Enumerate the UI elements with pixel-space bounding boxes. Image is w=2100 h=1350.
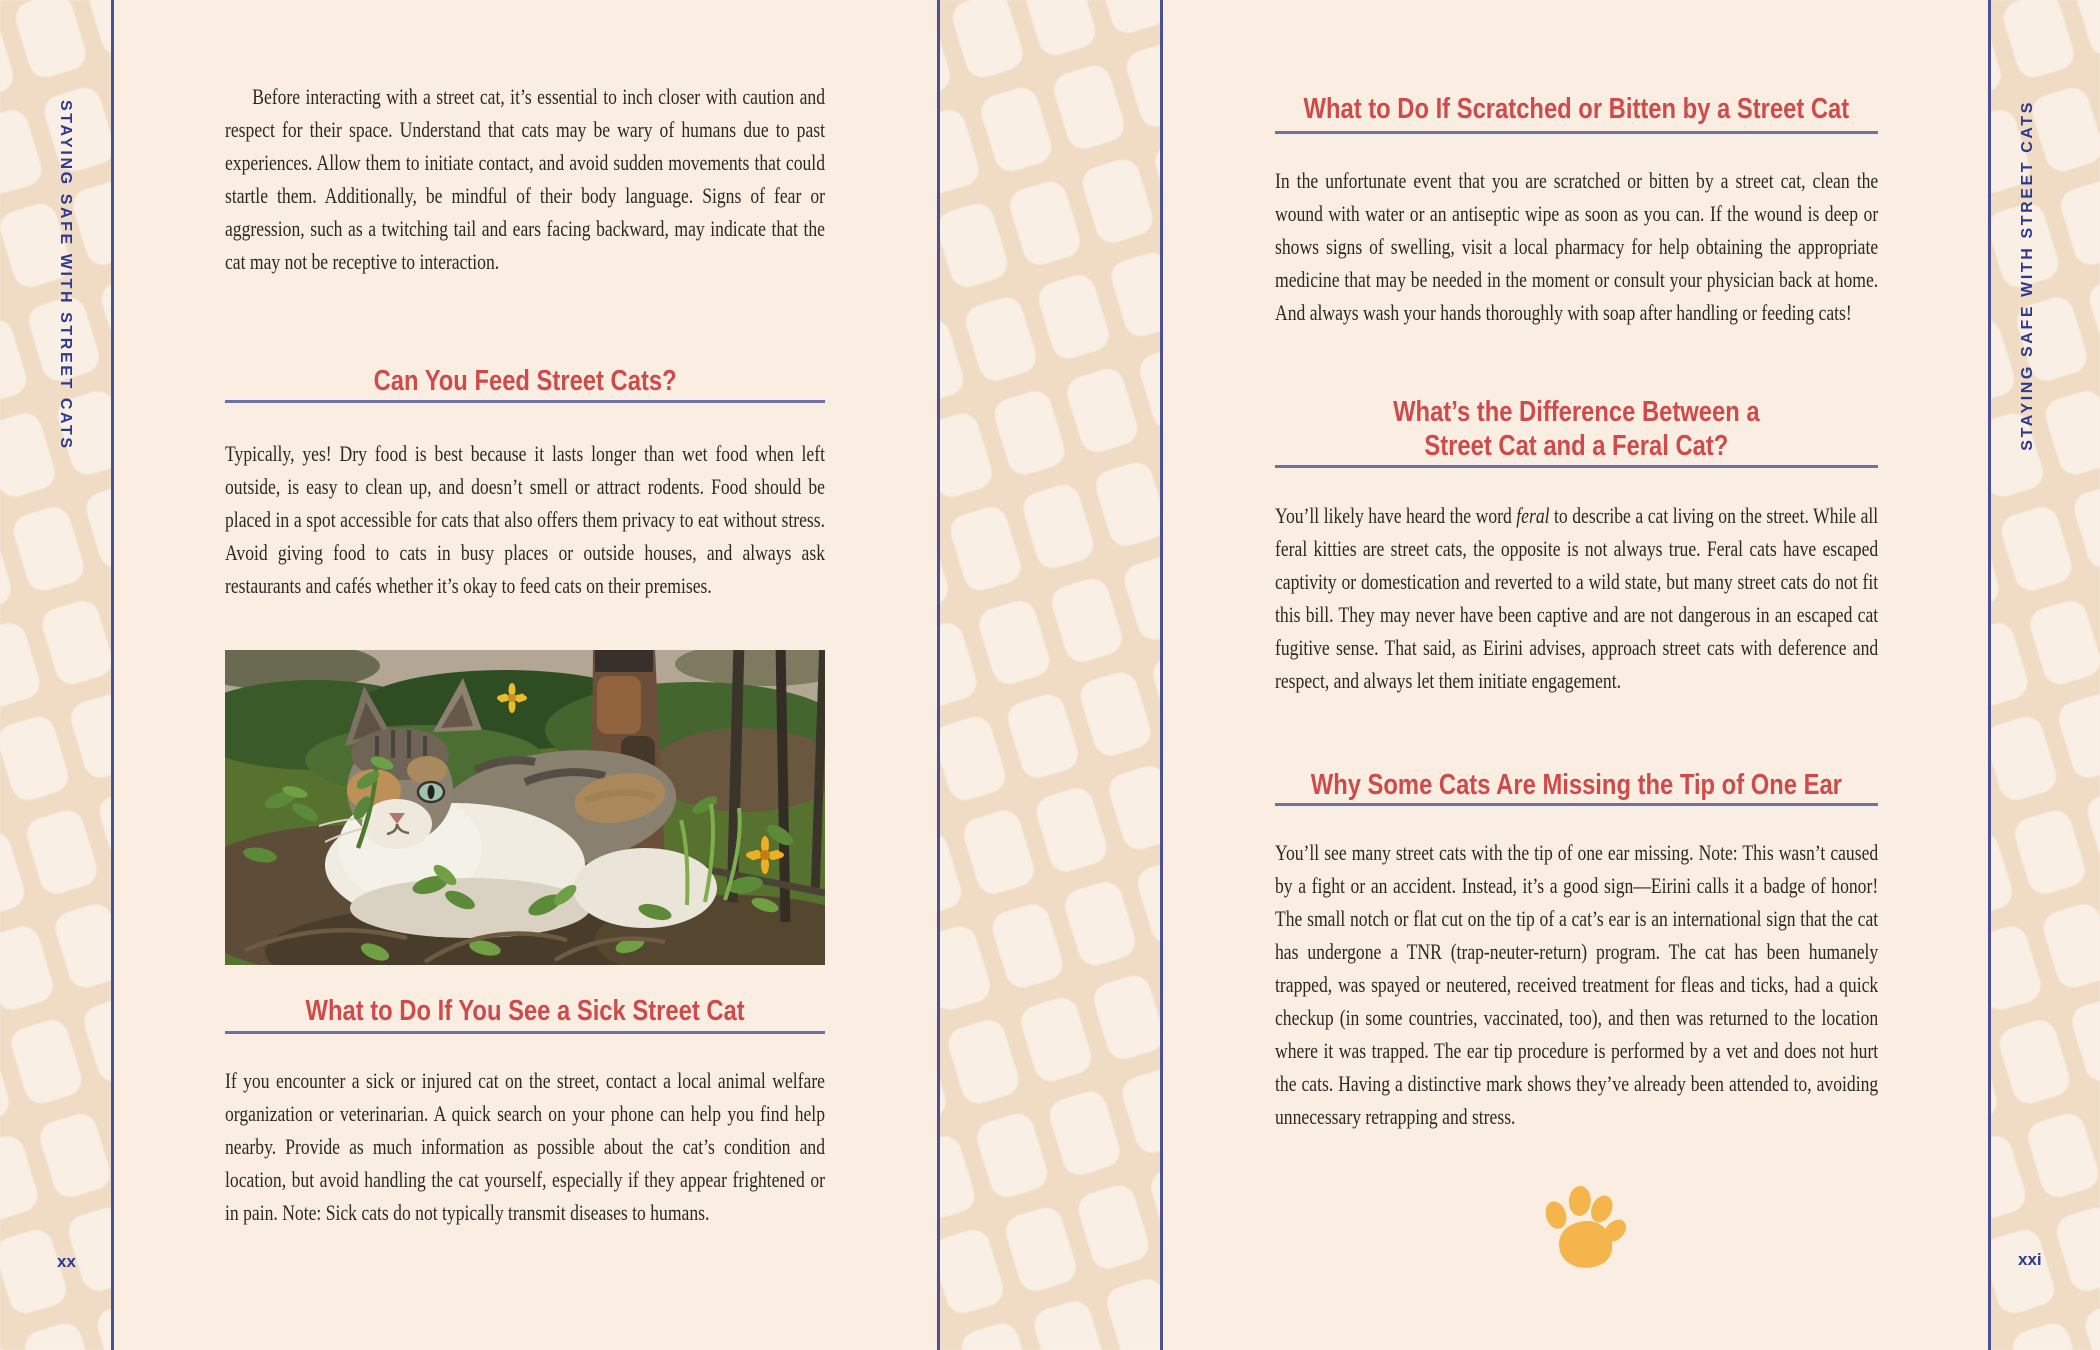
difference-text-pre: You’ll likely have heard the word xyxy=(1275,503,1517,528)
intro-paragraph: Before interacting with a street cat, it’s essential to inch closer with caution and respect for their space. Understand that cats may be wary of humans due to past experiences. Allow them to initiate contact, and avoid sudden movements that could startle them. Additionally, be mindful of their body language. Signs of fear or aggression, such as a twitching tail and ears facing backward, may indicate that the cat may not be receptive to interaction. xyxy=(225,84,825,274)
street-cat-photo xyxy=(225,650,825,965)
running-head-right: STAYING SAFE WITH STREET CATS xyxy=(2019,100,2036,451)
heading-difference-line2: Street Cat and a Feral Cat? xyxy=(1424,430,1729,462)
ear-paragraph: You’ll see many street cats with the tip of one ear missing. Note: This wasn’t caused by a fight or an accident. Instead, it’s a good sign—Eirini calls it a badge of honor! The small notch or flat cut on the tip of a cat’s ear is an international sign that the cat has undergone a TNR (trap-neuter-return) program. The cat has been humanely trapped, was spayed or neutered, received treatment for fleas and ticks, had a quick checkup (in some countries, vaccinated, too), and then was returned to the location where it was trapped. The ear tip procedure is performed by a vet and does not hurt the cats. Having a distinctive mark shows they’ve already been attended to, avoiding unnecessary retrapping and stress. xyxy=(1275,840,1879,1129)
difference-text-feral-italic: feral xyxy=(1516,503,1550,528)
running-head-left: STAYING SAFE WITH STREET CATS xyxy=(57,100,74,451)
heading-sick-street-cat: What to Do If You See a Sick Street Cat xyxy=(305,995,745,1027)
heading-can-you-feed-street-cats: Can You Feed Street Cats? xyxy=(373,365,677,397)
heading-rule xyxy=(1275,465,1878,468)
gutter-left-divider-line xyxy=(937,0,940,1350)
difference-text-post: to describe a cat living on the street. While all feral kitties are street cats, the opposite is not always true. Feral cats have escaped captivity or domestication and reverted to a wild state, but many street cats do not fit this bill. They may never have been captive and are not dangerous in an escaped cat fugitive sense. That said, as Eirini advises, approach street cats with deference and respect, and always let them initiate engagement. xyxy=(1275,503,1879,693)
heading-missing-ear-tip: Why Some Cats Are Missing the Tip of One Ear xyxy=(1310,769,1842,801)
heading-rule xyxy=(225,1031,825,1034)
cobblestone-pattern-gutter xyxy=(937,0,1163,1350)
scratched-paragraph: In the unfortunate event that you are scratched or bitten by a street cat, clean the wound with water or an antiseptic wipe as soon as you can. If the wound is deep or shows signs of swelling, visit a local pharmacy for help obtaining the appropriate medicine that may be needed in the moment or consult your physician back at home. And always wash your hands thoroughly with soap after handling or feeding cats! xyxy=(1275,168,1879,325)
heading-rule xyxy=(225,400,825,403)
heading-scratched-or-bitten: What to Do If Scratched or Bitten by a Street Cat xyxy=(1303,93,1850,125)
right-margin-divider-line xyxy=(1988,0,1991,1350)
feed-paragraph: Typically, yes! Dry food is best because it lasts longer than wet food when left outside, is easy to clean up, and doesn’t smell or attract rodents. Food should be placed in a spot accessible for cats that also offers them privacy to eat without stress. Avoid giving food to cats in busy places or outside houses, and always ask restaurants and cafés whether it’s okay to feed cats on their premises. xyxy=(225,441,825,598)
sick-paragraph: If you encounter a sick or injured cat on the street, contact a local animal welfare organization or veterinarian. A quick search on your phone can help you find help nearby. Provide as much information as possible about the cat’s condition and location, but avoid handling the cat yourself, especially if they appear frightened or in pain. Note: Sick cats do not typically transmit diseases to humans. xyxy=(225,1068,825,1225)
heading-rule xyxy=(1275,131,1878,134)
paw-print-icon xyxy=(1537,1183,1629,1275)
heading-rule xyxy=(1275,803,1878,806)
cobblestone-pattern-right-margin xyxy=(1988,0,2100,1350)
difference-paragraph xyxy=(1275,499,1878,697)
left-margin-divider-line xyxy=(111,0,114,1350)
page-number-right: xxi xyxy=(2018,1250,2042,1269)
page-number-left: xx xyxy=(57,1252,76,1271)
gutter-right-divider-line xyxy=(1160,0,1163,1350)
heading-difference-line1: What’s the Difference Between a xyxy=(1393,396,1760,428)
